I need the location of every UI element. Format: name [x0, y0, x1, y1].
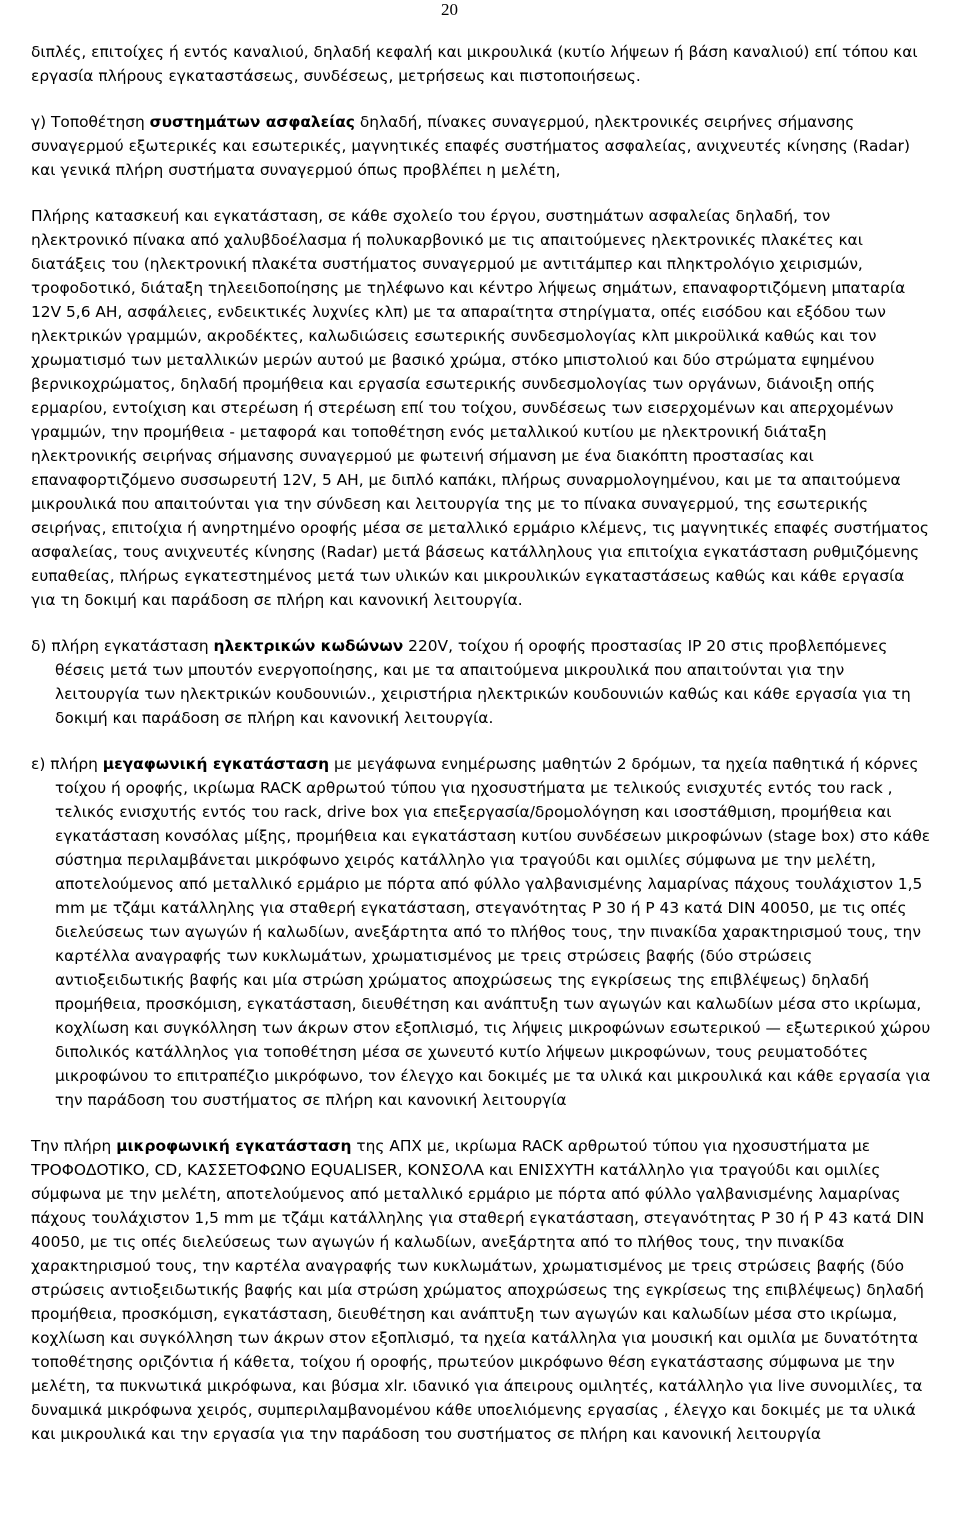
page-number: 20: [441, 0, 458, 19]
paragraph-text: διπλές, επιτοίχες ή εντός καναλιού, δηλαδή κεφαλή και μικρουλικά (κυτίο λήψεων ή βάση καναλιού) επί τόπου και εργασία πλήρους εγκαταστάσεως, συνδέσεως, μετρήσεως και πιστοποιήσεως.: [31, 43, 918, 85]
paragraph-text: 220V, τοίχου ή οροφής προστασίας IP 20 στις προβλεπόμενες θέσεις μετά των μπουτόν ενεργοποίησης, και με τα απαιτούμενα μικρουλικά που απαιτούνται για την λειτουργία των ηλεκτρικών κουδουνιών., χειριστήρια ηλεκτρικών κουδουνιών καθώς και κάθε εργασία για τη δοκιμή και παράδοση σε πλήρη και κανονική λειτουργία.: [55, 637, 911, 727]
paragraph-gamma: [31, 110, 931, 182]
paragraph-text: Πλήρης κατασκευή και εγκατάσταση, σε κάθε σχολείο του έργου, συστημάτων ασφαλείας δηλαδή, τον ηλεκτρονικό πίνακα από χαλυβδοέλασμα ή πολυκαρβονικό με τις απαιτούμενες ηλεκτρονικές πλακέτες και διατάξεις του (ηλεκτρονική πλακέτα συστήματος συναγερμού με αντιτάμπερ και πληκτρολόγιο χειρισμών, τροφοδοτικό, διάταξη τηλεειδοποίησης με τηλέφωνο και κέντρο λήψεως σημάτων, επαναφορτιζόμενη μπαταρία 12V 5,6 AH, ασφάλειες, ενδεικτικές λυχνίες κλπ) με τα απαραίτητα στηρίγματα, οπές εισόδου και εξόδου των ηλεκτρικών γραμμών, ακροδέκτες, καλωδιώσεις εσωτερικής συνδεσμολογίας κλπ μικροϋλικά καθώς και τον χρωματισμό των μεταλλικών μερών αυτού με βασικό χρώμα, στόκο μπιστολιού και δύο στρώματα εψημένου βερνικοχρώματος, δηλαδή προμήθεια και εργασία εσωτερικής συνδεσμολογίας των οργάνων, διάνοιξη οπής ερμαρίου, εντοίχιση και στερέωση ή στερέωση επί του τοίχου, συνδέσεως των εισερχομένων και απερχομένων γραμμών, την προμήθεια - μεταφορά και τοποθέτηση ενός μεταλλικού κυτίου με ηλεκτρονική διάταξη ηλεκτρονικής σειρήνας σήμανσης συναγερμού με φωτεινή σήμανση με ένα διακόπτη προστασίας και επαναφορτιζόμενο συσσωρευτή 12V, 5 AH, με διπλό καπάκι, πλήρως συναρμολογημένου, και με τα απαιτούμενα μικρουλικά που απαιτούνται για την σύνδεση και λειτουργία της με το πίνακα συναγερμού, της εσωτερικής σειρήνας, επιτοίχια ή ανηρτημένο οροφής μέσα σε μεταλλικό ερμάριο κλέμενς, τις μαγνητικές επαφές συστήματος ασφαλείας, τους ανιχνευτές κίνησης (Radar) μετά βάσεως κατάλληλους για επιτοίχια εγκατάσταση ρυθμιζόμενης ευπαθείας, πλήρως εγκατεστημένος μετά των υλικών και μικρουλικών εγκαταστάσεως καθώς και κάθε εργασία για τη δοκιμή και παράδοση σε πλήρη και κανονική λειτουργία.: [31, 207, 929, 609]
bold-term: ηλεκτρικών κωδώνων: [213, 637, 404, 655]
paragraph-text: Την πλήρη: [31, 1137, 117, 1155]
paragraph-text: ε) πλήρη: [31, 755, 103, 773]
bold-term: μεγαφωνική εγκατάσταση: [102, 755, 330, 773]
paragraph-intro: [31, 40, 931, 88]
document-body: [31, 40, 931, 1468]
paragraph-delta: [31, 634, 931, 730]
paragraph-full-construction: [31, 204, 931, 612]
paragraph-microphone: [31, 1134, 931, 1446]
bold-term: μικροφωνική εγκατάσταση: [116, 1137, 352, 1155]
paragraph-text: δηλαδή, πίνακες συναγερμού, ηλεκτρονικές σειρήνες σήμανσης συναγερμού εξωτερικές και εσωτερικές, μαγνητικές επαφές συστήματος ασφαλείας, ανιχνευτές κίνησης (Radar) και γενικά πλήρη συστήματα συναγερμού όπως προβλέπει η μελέτη,: [31, 113, 910, 179]
bold-term: συστημάτων ασφαλείας: [149, 113, 355, 131]
paragraph-epsilon: [31, 752, 931, 1112]
paragraph-text: δ) πλήρη εγκατάσταση: [31, 637, 214, 655]
paragraph-text: της ΑΠΧ με, ικρίωμα RACK αρθρωτού τύπου για ηχοσυστήματα με ΤΡΟΦΟΔΟΤΙΚΟ, CD, ΚΑΣΣΕΤΟΦΩΝΟ EQUALISER, ΚΟΝΣΟΛΑ και ΕΝΙΣΧΥΤΗ κατάλληλο για τραγούδι και ομιλίες σύμφωνα με την μελέτη, αποτελούμενος από μεταλλικό ερμάριο με πόρτα από φύλλο γαλβανισμένης λαμαρίνας πάχους τουλάχιστον 1,5 mm με τζάμι κατάλληλης για σταθερή εγκατάσταση, στεγανότητας P 30 ή P 43 κατά DIN 40050, με τις οπές διελεύσεως των αγωγών ή καλωδίων, ανεξάρτητα από το πλήθος τους, την πινακίδα χαρακτηρισμού τους, την καρτέλα αναγραφής των κυκλωμάτων, χρωματισμένος με τρεις στρώσεις βαφής (δύο στρώσεις αντιοξειδωτικής βαφής και μία στρώση χρώματος αποχρώσεως της εγκρίσεως της επιβλέψεως) δηλαδή προμήθεια, προσκόμιση, εγκατάσταση, διευθέτηση και ανάπτυξη των αγωγών και καλωδίων μέσα στο ικρίωμα, κοχλίωση και συγκόλληση των άκρων στον εξοπλισμό, τα ηχεία κατάλληλα για μουσική και ομιλία με δυνατότητα τοποθέτησης οριζόντια ή κάθετα, τοίχου ή οροφής, πρωτεύον μικρόφωνο θέση εγκατάστασης σύμφωνα με την μελέτη, τα πυκνωτικά μικρόφωνα, και βύσμα xlr. ιδανικό για άπειρους ομιλητές, κατάλληλο για live συνομιλίες, τα δυναμικά μικρόφωνα χειρός, συμπεριλαμβανομένου κάθε υποελιόμενης εργασίας , έλεγχο και δοκιμές με τα υλικά και μικρουλικά και την εργασία για την παράδοση του συστήματος σε πλήρη και κανονική λειτουργία: [31, 1137, 925, 1443]
paragraph-text: γ) Τοποθέτηση: [31, 113, 150, 131]
paragraph-text: με μεγάφωνα ενημέρωσης μαθητών 2 δρόμων, τα ηχεία παθητικά ή κόρνες τοίχου ή οροφής, ικρίωμα RACK αρθρωτού τύπου για ηχοσυστήματα με τελικούς ενισχυτές εντός του rack , τελικός ενισχυτής εντός του rack, drive box για επεξεργασία/δρομολόγηση και ισοστάθμιση, προμήθεια και εγκατάσταση κονσόλας μίξης, προμήθεια και εγκατάσταση κυτίου συνδέσεων μικροφώνων (stage box) στο κάθε σύστημα περιλαμβάνεται μικρόφωνο χειρός κατάλληλο για τραγούδι και ομιλίες σύμφωνα με την μελέτη, αποτελούμενος από μεταλλικό ερμάριο με πόρτα από φύλλο γαλβανισμένης λαμαρίνας πάχους τουλάχιστον 1,5 mm με τζάμι κατάλληλης για σταθερή εγκατάσταση, στεγανότητας P 30 ή P 43 κατά DIN 40050, με τις οπές διελεύσεως των αγωγών ή καλωδίων, ανεξάρτητα από το πλήθος τους, την πινακίδα χαρακτηρισμού τους, την καρτέλλα αναγραφής των κυκλωμάτων, χρωματισμένος με τρεις στρώσεις βαφής (δύο στρώσεις αντιοξειδωτικής βαφής και μία στρώση χρώματος αποχρώσεως της εγκρίσεως της επιβλέψεως) δηλαδή προμήθεια, προσκόμιση, εγκατάσταση, διευθέτηση και ανάπτυξη των αγωγών και καλωδίων μέσα στο ικρίωμα, κοχλίωση και συγκόλληση των άκρων στον εξοπλισμό, τις λήψεις μικροφώνων εσωτερικού — εξωτερικού χώρου διπολικός κατάλληλος για τοποθέτηση μέσα σε χωνευτό κυτίο λήψεων μικροφώνων, τους ρευματοδότες μικροφώνου το επιτραπέζιο μικρόφωνο, τον έλεγχο και δοκιμές με τα υλικά και μικρουλικά και κάθε εργασία για την παράδοση του συστήματος σε πλήρη και κανονική λειτουργία: [55, 755, 931, 1109]
